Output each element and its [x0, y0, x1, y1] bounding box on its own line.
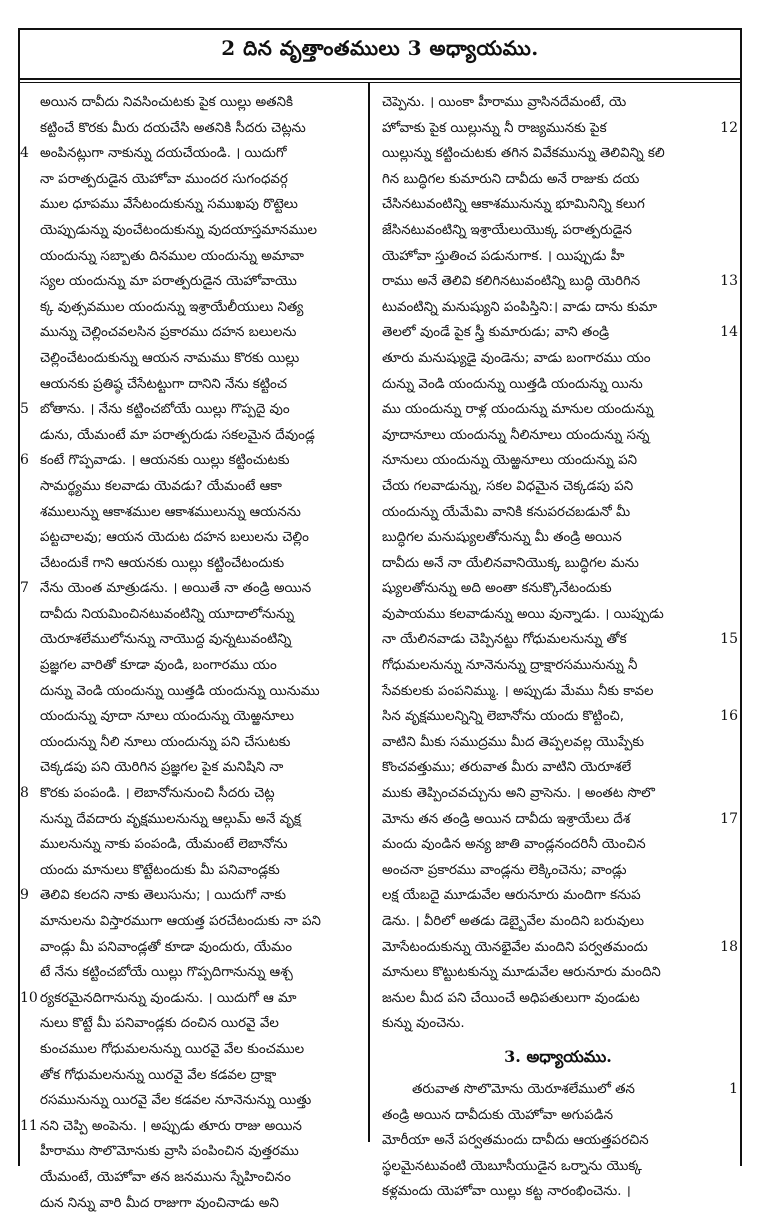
verse-number: 6	[20, 452, 29, 469]
text-line	[376, 935, 740, 961]
verse-number: 16	[720, 708, 738, 725]
text-line	[18, 423, 360, 449]
line-text: యందున్ను యేమేమి వానికి కనుపరచబడునో మీ	[382, 504, 631, 520]
line-text: మందు వుండిన అన్య జాతి వాండ్లనందరినీ యెంచిన	[382, 837, 646, 853]
line-text: లక్ష యేబదై మూడువేల ఆరునూరు మందిగా కనుప	[382, 888, 641, 904]
verse-number: 4	[20, 145, 29, 162]
heading-rule-inner	[18, 82, 742, 83]
text-line	[18, 448, 360, 474]
line-text: గిన బుద్ధిగల కుమారుని దావీదు అనే రాజుకు దయ	[382, 171, 640, 187]
text-line	[18, 218, 360, 244]
line-text: హోవాకు పైక యిల్లున్ను నీ రాజ్యమునకు పైక	[382, 120, 607, 136]
line-text: నా పరాత్పరుడైన యెహోవా ముందర సుగంధవర్గ	[40, 171, 288, 187]
line-text: నా యేలినవాడు చెప్పినట్టు గోధుమలనున్ను తోక	[382, 632, 627, 648]
line-text: మోసేటందుకున్ను యెనభైవేల మందిని పర్వతమందు	[382, 939, 648, 955]
text-line	[18, 883, 360, 909]
line-text: కున్ను వుంచెను.	[382, 1016, 465, 1032]
text-line	[18, 551, 360, 577]
line-text: బుద్ధిగల మనుష్యులతోనున్ను మీ తండ్రి అయిన	[382, 530, 622, 546]
line-text: వుపాయము కలవాడున్ను అయి వున్నాడు. । యిప్పుడు	[382, 606, 664, 622]
line-text: డును, యేమంటే మా పరాత్పరుడు సకలమైన దేవుండ్ల	[40, 427, 315, 443]
line-text: యందున్ను సబ్బాతు దినముల యందున్ను అమావా	[40, 248, 304, 264]
text-line	[18, 576, 360, 602]
line-text: అయిన దావీదు నివసించుటకు పైక యిల్లు అతనికి	[40, 95, 293, 110]
line-text: కంటే గొప్పవాడు. । ఆయనకు యిల్లు కట్టించుటకు	[40, 453, 290, 469]
line-text: స్థలమైనటువంటి యెబూసీయుడైన ఒర్నాను యొక్క	[382, 1158, 642, 1174]
left-column	[18, 90, 360, 1216]
text-line	[18, 1037, 360, 1063]
line-text: అంపినట్లుగా నాకున్ను దయచేయండి. । యిదుగో	[40, 146, 287, 162]
line-text: గోధుమలనున్ను నూనెనున్ను ద్రాక్షారసమునున్ను నీ	[382, 658, 638, 674]
line-text: అంచనా ప్రకారము వాండ్లను లెక్కించెను; వాండ్లు	[382, 862, 627, 878]
text-line	[376, 346, 740, 372]
line-text: కట్టించే కొరకు మీరు దయచేసి అతనికి సీదరు చెట్లను	[40, 120, 306, 136]
line-text: తెలివి కలదని నాకు తెలుసును; । యిదుగో నాకు	[40, 888, 287, 904]
text-line	[18, 141, 360, 167]
line-text: ష్యులతోనున్ను అది అంతా కనుక్కొనేటందుకు	[382, 581, 612, 597]
line-text: చెల్లించేటందుకున్ను ఆయన నామము కొరకు యిల్లు	[40, 350, 300, 366]
text-line	[376, 269, 740, 295]
line-text: రాము అనే తెలివి కలిగినటువంటిన్ని బుద్ధి యెరిగిన	[382, 274, 641, 290]
text-line	[376, 755, 740, 781]
text-line	[18, 960, 360, 986]
verse-number: 9	[20, 887, 29, 904]
column-divider	[368, 82, 370, 1142]
verse-number: 12	[720, 119, 738, 136]
line-text: యెహోవా స్తుతించ పడునుగాక. । యిప్పుడు హీ	[382, 248, 625, 264]
text-line	[18, 627, 360, 653]
text-line	[376, 1179, 740, 1205]
verse-number: 8	[20, 785, 29, 802]
line-text: దున నిన్ను వారి మీద రాజుగా వుంచినాడు అని	[40, 1195, 279, 1211]
text-line	[18, 90, 360, 116]
verse-number: 5	[20, 401, 29, 418]
text-line	[376, 627, 740, 653]
text-line	[18, 832, 360, 858]
text-line	[376, 551, 740, 577]
verse-number: 14	[720, 324, 738, 341]
line-text: తెలలో వుండే పైక స్త్రీ కుమారుడు; వాని తండ్రి	[382, 325, 610, 341]
text-line	[376, 90, 740, 116]
text-line	[18, 704, 360, 730]
verse-number: 10	[20, 989, 38, 1006]
verse-number: 1	[729, 1080, 738, 1097]
line-text: యెరూశలేములోనున్ను నాయొద్ద వున్నటువంటిన్ని	[40, 632, 292, 648]
line-text: బోతాను. । నేను కట్టించబోయే యిల్లు గొప్పదై వుం	[40, 402, 290, 418]
text-line	[376, 1011, 740, 1037]
text-line	[18, 269, 360, 295]
line-text: చెప్పెను. । యింకా హీరాము వ్రాసినదేమంటే, యె	[382, 95, 627, 110]
line-text: శములున్ను ఆకాశముల ఆకాశములున్ను ఆయనను	[40, 504, 301, 520]
top-rule	[18, 28, 742, 30]
text-line	[376, 192, 740, 218]
text-line	[376, 883, 740, 909]
text-line	[18, 781, 360, 807]
line-text: ముకు తెప్పించవచ్చును అని వ్రాసెను. । అంతట సొలొ	[382, 786, 655, 802]
line-text: నూనులు యందున్ను యెఱ్ఱనూలు యందున్ను పని	[382, 453, 638, 469]
line-text: నని చెప్పి అంపెను. । అప్పుడు తూరు రాజు అయిన	[40, 1118, 302, 1134]
text-line	[376, 500, 740, 526]
text-line	[18, 500, 360, 526]
text-line	[376, 960, 740, 986]
line-text: జేసినటువంటిన్ని ఇశ్రాయేలుయొక్క పరాత్పరుడైన	[382, 222, 632, 238]
line-text: స్యల యందున్ను మా పరాత్పరుడైన యెహోవాయొ	[40, 274, 297, 290]
line-text: మున్ను చెల్లించవలసిన ప్రకారము దహన బలులను	[40, 325, 297, 341]
line-text: కొంచవత్తుము; తరువాత మీరు వాటిని యెరూశలే	[382, 760, 632, 776]
text-line	[18, 116, 360, 142]
text-line	[376, 116, 740, 142]
text-line	[376, 730, 740, 756]
text-line	[376, 576, 740, 602]
line-text: హీరాము సొలొమోనుకు వ్రాసి పంపించిన వుత్తరము	[40, 1144, 299, 1160]
line-text: వాటిని మీకు సముద్రము మీద తెప్పలవల్ల యొప్పేకు	[382, 734, 645, 750]
text-line	[376, 295, 740, 321]
line-text: ప్రజ్ఞగల వారితో కూడా వుండి, బంగారము యం	[40, 658, 277, 674]
text-line	[376, 986, 740, 1012]
text-line	[376, 679, 740, 705]
line-text: పట్టచాలవు; ఆయన యెదుట దహన బలులను చెల్లిం	[40, 530, 309, 546]
verse-number: 11	[20, 1117, 38, 1134]
line-text: ర్యకరమైనదిగానున్ను వుండును. । యిదుగో ఆ మా	[40, 990, 297, 1006]
text-line	[18, 1165, 360, 1191]
text-line	[376, 423, 740, 449]
line-text: యందు మానులు కొట్టేటందుకు మీ పనివాండ్లకు	[40, 862, 280, 878]
line-text: సేవకులకు పంపనిమ్ము. । అప్పుడు మేము నీకు కావల	[382, 683, 654, 699]
text-line	[18, 474, 360, 500]
line-text: మానులు కొట్టుటకున్ను మూడువేల ఆరునూరు మందిని	[382, 965, 661, 981]
line-text: డెను. । వీరిలో అతడు డెబ్బైవేల మందిని బరువులు	[382, 914, 644, 929]
line-text: మోరీయా అనే పర్వతమందు దావీదు ఆయత్తపరచిన	[382, 1133, 649, 1149]
line-text: ముల ధూపము వేసేటందుకున్ను సముఖపు రొట్టెలు	[40, 197, 298, 213]
text-line	[18, 1088, 360, 1114]
text-line	[18, 397, 360, 423]
right-column	[376, 90, 740, 1205]
text-line	[18, 295, 360, 321]
line-text: తరువాత సొలొమోను యెరూశలేములో తన	[412, 1081, 635, 1097]
text-line	[18, 525, 360, 551]
line-text: కళ్లమందు యెహోవా యిల్లు కట్ట నారంభించెను. ।	[382, 1184, 631, 1200]
text-line	[376, 474, 740, 500]
verse-number: 7	[20, 580, 29, 597]
text-line	[376, 653, 740, 679]
line-text: వాండ్లు మీ పనివాండ్లతో కూడా వుందురు, యేమం	[40, 939, 293, 955]
line-text: క్క వుత్సవముల యందున్ను ఇశ్రాయేలీయులు నిత్య	[40, 299, 304, 315]
text-line	[18, 372, 360, 398]
line-text: నేను యెంత మాత్రుడను. । అయితే నా తండ్రి అయిన	[40, 581, 312, 597]
text-line	[18, 346, 360, 372]
text-line	[376, 372, 740, 398]
text-line	[18, 192, 360, 218]
line-text: చేసినటువంటిన్ని ఆకాశమునున్ను భూమినిన్ని కలుగ	[382, 197, 645, 213]
text-line	[18, 858, 360, 884]
text-line	[376, 858, 740, 884]
text-line	[376, 448, 740, 474]
verse-number: 17	[720, 810, 738, 827]
line-text: దున్ను వెండి యందున్ను యిత్తడి యందున్ను యినుము	[40, 683, 320, 699]
line-text: దావీదు నియమించినటువంటిన్ని యూదాలోనున్ను	[40, 606, 295, 622]
line-text: యందున్ను నీలి నూలు యందున్ను పని చేసుటకు	[40, 734, 291, 750]
text-line	[18, 1191, 360, 1216]
line-text: కొరకు పంపండి. । లెబానోనునుంచి సీదరు చెట్ల	[40, 786, 275, 802]
text-line	[18, 244, 360, 270]
line-text: యెప్పుడున్ను వుంచేటందుకున్ను వుదయాస్తమానముల	[40, 222, 318, 238]
text-line	[18, 935, 360, 961]
text-line	[376, 244, 740, 270]
heading-rule	[18, 78, 742, 80]
text-line	[18, 320, 360, 346]
text-line	[376, 781, 740, 807]
page-heading: 2 దిన వృత్తాంతములు 3 అధ్యాయము.	[221, 36, 539, 60]
line-text: యిల్లున్ను కట్టించుటకు తగిన వివేకమున్ను తెలివిన్ని కలి	[382, 146, 665, 162]
line-text: తండ్రి అయిన దావీదుకు యెహోవా అగుపడిన	[382, 1107, 614, 1123]
line-text: యందున్ను వూదా నూలు యందున్ను యెఱ్ఱనూలు	[40, 709, 294, 725]
line-text: తూరు మనుష్యుడై వుండెను; వాడు బంగారము యం	[382, 350, 651, 366]
text-line	[18, 1139, 360, 1165]
line-text: టే నేను కట్టించబోయే యిల్లు గొప్పదిగానున్ను ఆశ్చ	[40, 965, 293, 981]
verse-number: 13	[720, 273, 738, 290]
text-line	[18, 602, 360, 628]
line-text: యేమంటే, యెహోవా తన జనమును స్నేహించినం	[40, 1169, 291, 1185]
text-line	[18, 1011, 360, 1037]
text-line	[18, 909, 360, 935]
text-line	[18, 807, 360, 833]
line-text: నులు కొట్టే మీ పనివాండ్లకు దంచిన యిరవై వేల	[40, 1016, 279, 1032]
text-line	[376, 832, 740, 858]
line-text: జనుల మీద పని చేయించే అధిపతులుగా వుండుట	[382, 990, 640, 1006]
line-text: సామర్థ్యము కలవాడు యెవడు? యేమంటే ఆకా	[40, 478, 282, 494]
text-line	[376, 1077, 740, 1103]
text-line	[376, 909, 740, 935]
text-line	[376, 397, 740, 423]
text-line	[376, 320, 740, 346]
line-text: రసమునున్ను యిరవై వేల కడవల నూనెనున్ను యిత్తు	[40, 1093, 312, 1109]
text-line	[376, 807, 740, 833]
line-text: దావీదు అనే నా యేలినవానియొక్క బుద్ధిగల మను	[382, 555, 639, 571]
text-line	[18, 755, 360, 781]
line-text: మానులను విస్తారముగా ఆయత్త పరచేటందుకు నా పని	[40, 914, 321, 929]
line-text: చేటందుకే గాని ఆయనకు యిల్లు కట్టించేటందుకు	[40, 555, 285, 571]
text-line	[18, 986, 360, 1012]
line-text: నున్ను దేవదారు వృక్షములనున్ను ఆల్గుమ్ అనే వృక్ష	[40, 811, 301, 827]
line-text: ఆయనకు ప్రతిష్ఠ చేసేటట్టుగా దానిని నేను కట్టించ	[40, 376, 288, 392]
line-text: దున్ను వెండి యందున్ను యిత్తడి యందున్ను యిను	[382, 376, 643, 392]
line-text: సిన వృక్షములన్నిన్ని లెబానోను యందు కొట్టించి,	[382, 709, 625, 725]
text-line	[376, 167, 740, 193]
line-text: కుంచముల గోధుమలనున్ను యిరవై వేల కుంచముల	[40, 1041, 305, 1057]
line-text: ము యందున్ను రాళ్ల యందున్ను మానుల యందున్ను	[382, 402, 654, 418]
text-line	[18, 1063, 360, 1089]
line-text: మోను తన తండ్రి అయిన దావీదు ఇశ్రాయేలు దేశ	[382, 811, 631, 827]
line-text: టువంటిన్ని మనుష్యుని పంపిస్తిని:। వాడు దాను కుమా	[382, 299, 658, 315]
page	[18, 10, 742, 1211]
line-text: చెక్కడపు పని యెరిగిన ప్రజ్ఞగల పైక మనిషిని నా	[40, 760, 284, 776]
text-line	[18, 1114, 360, 1140]
text-line	[376, 1103, 740, 1129]
text-line	[376, 525, 740, 551]
text-line	[376, 704, 740, 730]
verse-number: 15	[720, 631, 738, 648]
verse-number: 18	[720, 938, 738, 955]
text-line	[376, 141, 740, 167]
line-text: ములనున్ను నాకు పంపండి, యేమంటే లెబానోను	[40, 837, 288, 853]
line-text: వూదానూలు యందున్ను నీలినూలు యందున్ను సన్న	[382, 427, 650, 443]
text-line	[18, 730, 360, 756]
line-text: తోక గోధుమలనున్ను యిరవై వేల కడవల ద్రాక్షా	[40, 1067, 277, 1083]
chapter-heading: 3. అధ్యాయము.	[504, 1046, 612, 1066]
text-line	[18, 167, 360, 193]
text-line	[18, 653, 360, 679]
right-frame-border	[740, 28, 742, 1166]
text-line	[18, 679, 360, 705]
text-line	[376, 1128, 740, 1154]
text-line	[376, 218, 740, 244]
line-text: చేయ గలవాడున్ను, సకల విధమైన చెక్కడపు పని	[382, 478, 634, 494]
text-line	[376, 602, 740, 628]
